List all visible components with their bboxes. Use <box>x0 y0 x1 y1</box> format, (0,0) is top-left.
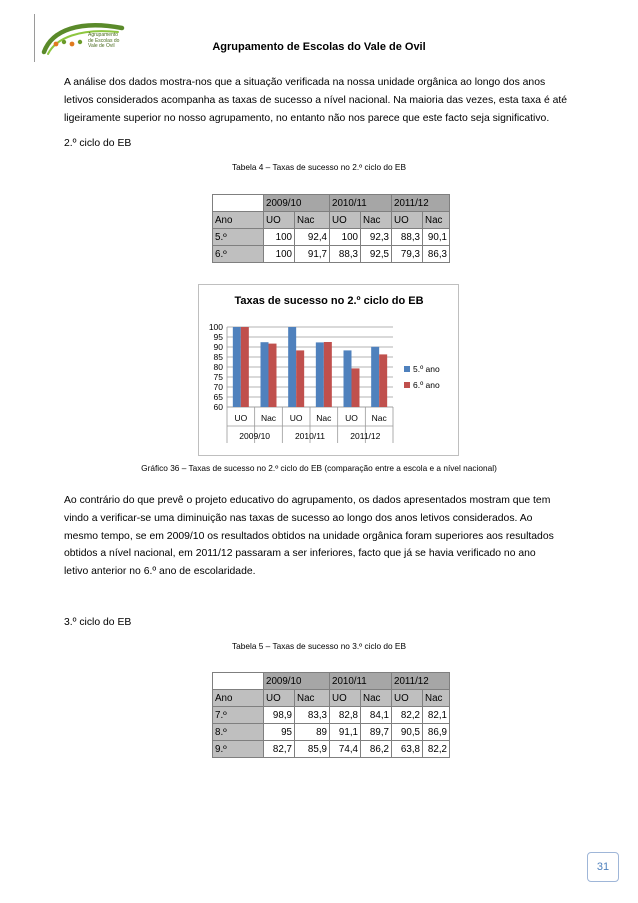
table-cell: 100 <box>330 229 361 246</box>
table-row-header: Ano <box>213 212 264 229</box>
table-year-header: 2010/11 <box>330 195 392 212</box>
table-cell: 92,4 <box>295 229 330 246</box>
table-header-row <box>213 195 450 212</box>
paragraph-conclusion <box>64 492 588 581</box>
table-subheader: UO <box>330 690 361 707</box>
chart-y-tick-label: 85 <box>213 352 223 362</box>
table-subheader: UO <box>392 690 423 707</box>
table-cell: 92,3 <box>361 229 392 246</box>
table-year-header: 2009/10 <box>264 673 330 690</box>
table-cell: 85,9 <box>295 741 330 758</box>
chart-bar <box>316 342 324 407</box>
chart-bar <box>261 342 269 407</box>
table-cell: 88,3 <box>330 246 361 263</box>
table-cell: 89 <box>295 724 330 741</box>
table-cell: 82,1 <box>423 707 450 724</box>
section-heading-3-ciclo: 3.º ciclo do EB <box>64 617 132 628</box>
chart-y-tick-label: 70 <box>213 382 223 392</box>
chart-x-tick-label: Nac <box>371 413 387 423</box>
page-number: 31 <box>587 852 619 882</box>
table-subheader-row <box>213 690 450 707</box>
table-cell: 95 <box>264 724 295 741</box>
table-cell: 88,3 <box>392 229 423 246</box>
table-cell: 82,8 <box>330 707 361 724</box>
table-row <box>213 724 450 741</box>
chart-y-tick-label: 75 <box>213 372 223 382</box>
table-subheader: UO <box>264 690 295 707</box>
chart-bar <box>371 347 379 407</box>
paragraph-line: obtidos a nível nacional, em 2011/12 passaram a ser inferiores, facto que já se havia verificado no ano <box>64 548 536 560</box>
table-year-header: 2009/10 <box>264 195 330 212</box>
chart-caption: Gráfico 36 – Taxas de sucesso no 2.º ciclo do EB (comparação entre a escola e a nível nacional) <box>141 463 497 473</box>
table-subheader: Nac <box>295 212 330 229</box>
chart-y-tick-label: 95 <box>213 332 223 342</box>
chart-y-tick-label: 80 <box>213 362 223 372</box>
table-cell: 86,9 <box>423 724 450 741</box>
table-corner-cell <box>213 195 264 212</box>
chart-title: Taxas de sucesso no 2.º ciclo do EB <box>234 295 424 307</box>
table-cell: 100 <box>264 229 295 246</box>
table-cell: 83,3 <box>295 707 330 724</box>
table-row <box>213 246 450 263</box>
table-cell: 100 <box>264 246 295 263</box>
table-row-label: 6.º <box>213 246 264 263</box>
table-year-header: 2010/11 <box>330 673 392 690</box>
table-cell: 79,3 <box>392 246 423 263</box>
chart-x-tick-label: Nac <box>316 413 332 423</box>
table4-caption: Tabela 4 – Taxas de sucesso no 2.º ciclo do EB <box>232 162 406 172</box>
chart-x-tick-label: UO <box>345 413 358 423</box>
table-header-row <box>213 673 450 690</box>
table-row-label: 8.º <box>213 724 264 741</box>
table-row <box>213 229 450 246</box>
chart-bar <box>344 350 352 407</box>
table-year-header: 2011/12 <box>392 195 450 212</box>
table-row-label: 9.º <box>213 741 264 758</box>
table-subheader: Nac <box>423 212 450 229</box>
chart-y-tick-label: 100 <box>208 322 223 332</box>
table-row-header: Ano <box>213 690 264 707</box>
table-cell: 82,2 <box>392 707 423 724</box>
table-subheader-row <box>213 212 450 229</box>
paragraph-line: mesmo tempo, se em 2009/10 os resultados obtidos na unidade orgânica foram superiores aos resultados <box>64 530 554 542</box>
table-subheader: UO <box>264 212 295 229</box>
chart-container <box>198 284 459 456</box>
chart-x-tick-label: UO <box>289 413 303 423</box>
table-subheader: Nac <box>295 690 330 707</box>
chart-bar <box>269 344 277 407</box>
section-heading-2-ciclo: 2.º ciclo do EB <box>64 138 132 149</box>
paragraph-line: letivos considerados acompanha as taxas de sucesso a nível nacional. Na maioria das vezes, esta taxa é até <box>64 94 568 106</box>
table-cell: 63,8 <box>392 741 423 758</box>
header-divider <box>34 14 35 62</box>
table-cell: 86,3 <box>423 246 450 263</box>
table5 <box>212 672 450 758</box>
chart-group-label: 2010/11 <box>294 431 326 441</box>
chart-bar <box>379 354 387 407</box>
table-cell: 98,9 <box>264 707 295 724</box>
chart-x-tick-label: Nac <box>260 413 277 423</box>
chart-y-tick-label: 60 <box>213 402 223 412</box>
chart-bar <box>352 368 360 407</box>
bar-chart <box>199 285 458 455</box>
table-cell: 90,5 <box>392 724 423 741</box>
chart-group-label: 2009/10 <box>239 431 271 441</box>
chart-legend-swatch <box>404 382 410 388</box>
chart-bar <box>296 350 304 407</box>
chart-y-tick-label: 90 <box>213 342 223 352</box>
paragraph-line: Ao contrário do que prevê o projeto educativo do agrupamento, os dados apresentados mostram que tem <box>64 495 551 506</box>
paragraph-line: A análise dos dados mostra-nos que a situação verificada na nossa unidade orgânica ao longo dos anos <box>64 77 546 88</box>
table-corner-cell <box>213 673 264 690</box>
paragraph-line: letivo anterior no 6.º ano de escolaridade. <box>64 566 256 578</box>
table-cell: 84,1 <box>361 707 392 724</box>
chart-y-tick-label: 65 <box>213 392 223 402</box>
paragraph-line: vindo a verificar-se uma diminuição nas taxas de sucesso ao longo dos anos letivos considerados. Ao <box>64 512 533 524</box>
table-row <box>213 707 450 724</box>
chart-legend-label: 6.º ano <box>413 380 440 390</box>
table-row-label: 7.º <box>213 707 264 724</box>
table-year-header: 2011/12 <box>392 673 450 690</box>
table-cell: 91,1 <box>330 724 361 741</box>
table-row-label: 5.º <box>213 229 264 246</box>
table-cell: 82,7 <box>264 741 295 758</box>
chart-x-tick-label: UO <box>234 413 248 423</box>
table-subheader: UO <box>392 212 423 229</box>
paragraph-line: ligeiramente superior no nosso agrupamento, no entanto não nos parece que este facto seja significativo. <box>64 112 550 124</box>
table-cell: 92,5 <box>361 246 392 263</box>
table5-caption: Tabela 5 – Taxas de sucesso no 3.º ciclo do EB <box>232 641 406 651</box>
chart-legend-swatch <box>404 366 410 372</box>
table-cell: 91,7 <box>295 246 330 263</box>
table4 <box>212 194 450 263</box>
chart-bar <box>233 327 241 407</box>
paragraph-analysis <box>64 74 588 127</box>
header-title: Agrupamento de Escolas do Vale de Ovil <box>212 41 426 53</box>
table-subheader: Nac <box>361 690 392 707</box>
table-cell: 89,7 <box>361 724 392 741</box>
table-cell: 90,1 <box>423 229 450 246</box>
chart-legend-label: 5.º ano <box>413 364 440 374</box>
logo-text: Agrupamento de Escolas do Vale de Ovil <box>88 32 120 50</box>
table-subheader: Nac <box>361 212 392 229</box>
table-cell: 82,2 <box>423 741 450 758</box>
table-row <box>213 741 450 758</box>
chart-bar <box>241 327 249 407</box>
chart-group-label: 2011/12 <box>350 431 381 441</box>
table-subheader: UO <box>330 212 361 229</box>
table-cell: 74,4 <box>330 741 361 758</box>
table-subheader: Nac <box>423 690 450 707</box>
chart-bar <box>324 342 332 407</box>
table-cell: 86,2 <box>361 741 392 758</box>
chart-bar <box>288 327 296 407</box>
